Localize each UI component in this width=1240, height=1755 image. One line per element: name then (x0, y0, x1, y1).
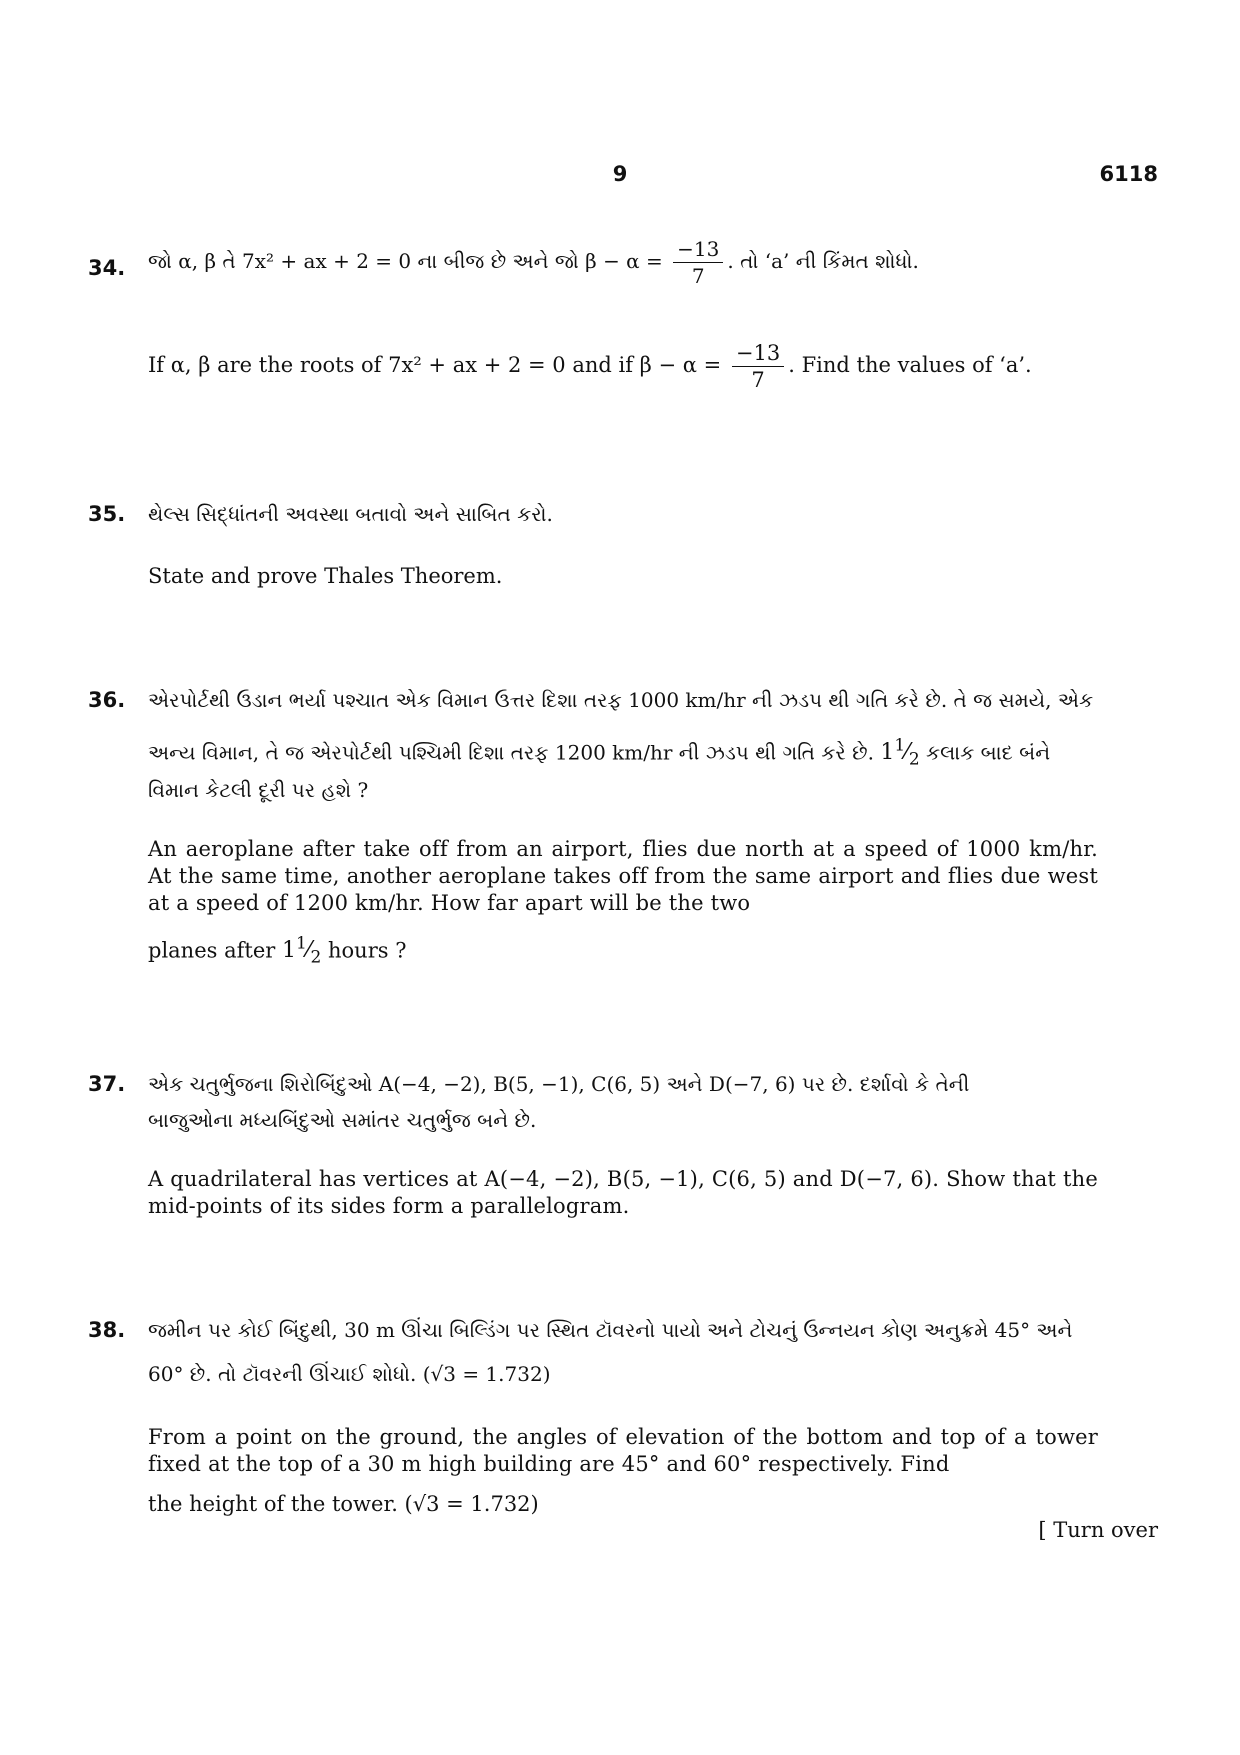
page-number: 9 (612, 162, 628, 186)
question-number-36: 36. (88, 688, 126, 712)
q35-gujarati: થેલ્સ સિદ્ધાંતની અવસ્થા બતાવો અને સાબિત કરો. (148, 502, 553, 526)
q36-english-last-pre: planes after (148, 938, 276, 963)
q34-english-pre: If α, β are the roots of 7x² + ax + 2 = 0 and if β − α = (148, 353, 722, 377)
q34-gujarati (148, 236, 919, 289)
fraction-denominator: 7 (691, 264, 705, 288)
half-denominator: 2 (908, 749, 920, 770)
question-number-37: 37. (88, 1072, 126, 1096)
half-denominator: 2 (310, 947, 322, 968)
fraction-numerator: −13 (732, 340, 784, 367)
q34-english (148, 340, 1032, 393)
q36-english-last-post: hours ? (328, 938, 407, 963)
q36-english-last-line (148, 934, 406, 968)
q36-gujarati-line1: એરપોર્ટથી ઉડાન ભર્યા પશ્ચાત એક વિમાન ઉત્તર દિશા તરફ 1000 km/hr ની ઝડપ થી ગતિ કરે છે. તે જ સમયે, એક (148, 688, 1094, 712)
half-numerator: 1 (894, 736, 906, 756)
q36-english-paragraph: An aeroplane after take off from an airport, flies due north at a speed of 1000 km/hr. At the same time, another aeroplane takes off from the same airport and flies due west at a speed of 1200 km/hr. How far apart will be the two (148, 837, 1098, 915)
q36-gujarati-line2-post: કલાક બાદ બંને (926, 740, 1051, 765)
turn-over-note: [ Turn over (1038, 1518, 1158, 1542)
fraction-denominator: 7 (751, 368, 765, 392)
q36-gujarati-line3: વિમાન કેટલી દૂરી પર હશે ? (148, 778, 369, 802)
q38-english-last-line: the height of the tower. (√3 = 1.732) (148, 1492, 539, 1516)
one-and-half-mixed-number: $1^1⁄_2$ (880, 736, 920, 770)
one-and-half-mixed-number: $1^1⁄_2$ (281, 934, 322, 968)
paper-code: 6118 (1099, 162, 1158, 186)
q34-gujarati-post: . તો ‘a’ ની કિંમત શોધો. (727, 249, 919, 273)
q34-english-post: . Find the values of ‘a’. (788, 353, 1032, 377)
q38-gujarati-line2: 60° છે. તો ટૉવરની ઊંચાઈ શોધો. (√3 = 1.732) (148, 1362, 551, 1386)
half-numerator: 1 (295, 934, 307, 954)
q36-gujarati-line2 (148, 736, 1050, 770)
fraction-numerator: −13 (673, 236, 723, 263)
whole-part: 1 (281, 938, 296, 964)
q34-english-fraction (732, 340, 784, 393)
whole-part: 1 (880, 740, 895, 766)
q34-gujarati-pre: જો α, β તે 7x² + ax + 2 = 0 ના બીજ છે અને જો β − α = (148, 249, 663, 273)
q35-english: State and prove Thales Theorem. (148, 564, 503, 588)
question-number-35: 35. (88, 502, 126, 526)
q37-gujarati-line2: બાજુઓના મધ્યબિંદુઓ સમાંતર ચતુર્ભુજ બને છે. (148, 1108, 537, 1132)
q38-gujarati-line1: જમીન પર કોઈ બિંદુથી, 30 m ઊંચા બિલ્ડિંગ પર સ્થિત ટૉવરનો પાયો અને ટોચનું ઉન્નયન કોણ અનુક્રમે 45° અને (148, 1318, 1073, 1342)
q37-gujarati-line1: એક ચતુર્ભુજના શિરોબિંદુઓ A(−4, −2), B(5, −1), C(6, 5) અને D(−7, 6) પર છે. દર્શાવો કે તેની (148, 1072, 970, 1096)
question-number-34: 34. (88, 256, 126, 280)
q36-gujarati-line2-pre: અન્ય વિમાન, તે જ એરપોર્ટથી પશ્ચિમી દિશા તરફ 1200 km/hr ની ઝડપ થી ગતિ કરે છે. (148, 740, 874, 765)
q34-gujarati-fraction (673, 236, 723, 289)
question-number-38: 38. (88, 1318, 126, 1342)
q37-english-paragraph: A quadrilateral has vertices at A(−4, −2), B(5, −1), C(6, 5) and D(−7, 6). Show that the mid-points of its sides form a parallelogram. (148, 1167, 1098, 1218)
q38-english-paragraph: From a point on the ground, the angles of elevation of the bottom and top of a tower fixed at the top of a 30 m high building are 45° and 60° respectively. Find (148, 1425, 1098, 1476)
